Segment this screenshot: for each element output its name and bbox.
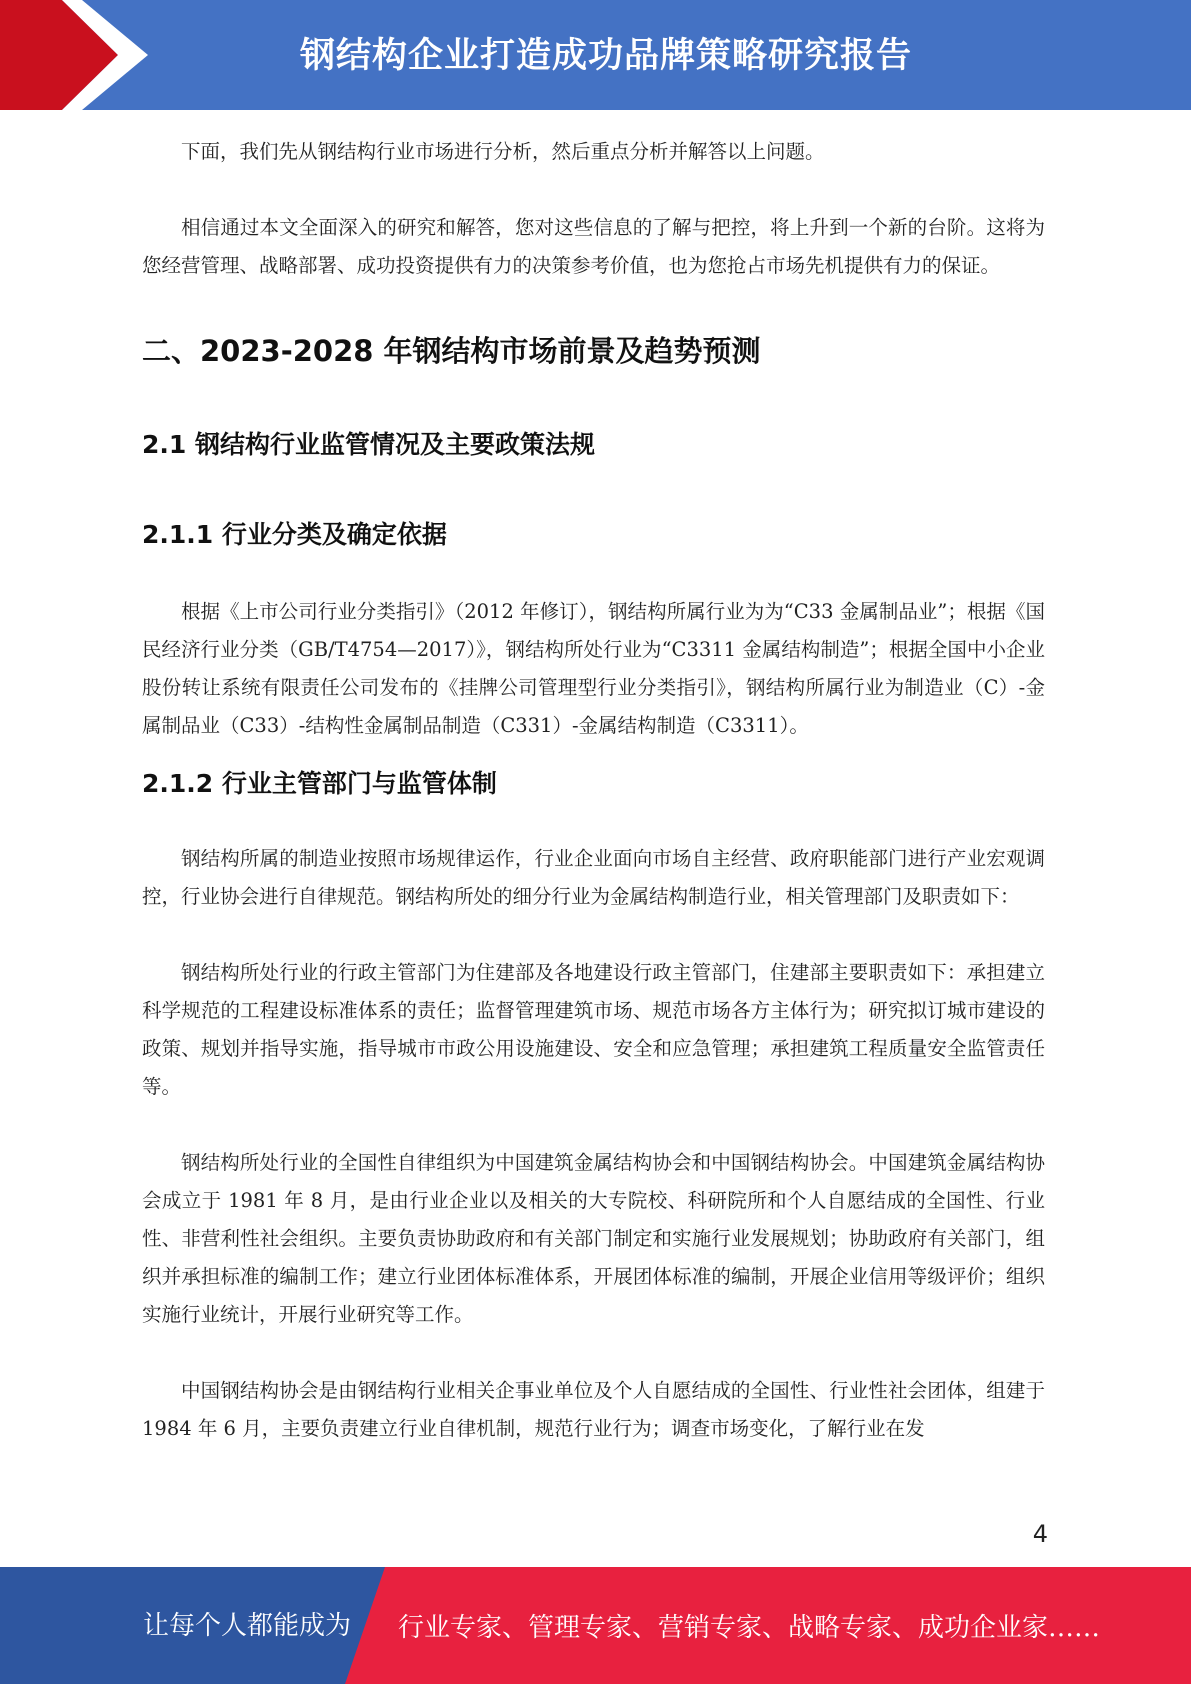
- document-body: [142, 133, 1045, 1448]
- section-title: 二、2023-2028 年钢结构市场前景及趋势预测: [142, 334, 761, 368]
- page-number: 4: [1032, 1520, 1048, 1548]
- regulation-paragraph-2: 钢结构所处行业的行政主管部门为住建部及各地建设行政主管部门，住建部主要职责如下：承担建立科学规范的工程建设标准体系的责任；监督管理建筑市场、规范市场各方主体行为；研究拟订城市建设的政策、规划并指导实施，指导城市市政公用设施建设、安全和应急管理；承担建筑工程质量安全监管责任等。: [142, 961, 1045, 1098]
- footer-slogan-right: 行业专家、管理专家、营销专家、战略专家、成功企业家……: [398, 1613, 1101, 1643]
- subsubsection-title-2-1-1: 2.1.1 行业分类及确定依据: [142, 520, 447, 549]
- header-title: 钢结构企业打造成功品牌策略研究报告: [300, 36, 913, 76]
- page-header: [0, 0, 1191, 110]
- footer-slogan-left: 让每个人都能成为: [143, 1611, 352, 1641]
- subsubsection-title-2-1-2: 2.1.2 行业主管部门与监管体制: [142, 769, 497, 798]
- page-footer: [0, 1567, 1191, 1684]
- regulation-paragraph-3: 钢结构所处行业的全国性自律组织为中国建筑金属结构协会和中国钢结构协会。中国建筑金属结构协会成立于 1981 年 8 月，是由行业企业以及相关的大专院校、科研院所和个人自愿结成的全国性、行业性、非营利性社会组织。主要负责协助政府和有关部门制定和实施行业发展规划；协助政府有关部门，组织并承担标准的编制工作；建立行业团体标准体系，开展团体标准的编制，开展企业信用等级评价；组织实施行业统计，开展行业研究等工作。: [142, 1151, 1045, 1326]
- classification-paragraph: 根据《上市公司行业分类指引》（2012 年修订），钢结构所属行业为为“C33 金属制品业”；根据《国民经济行业分类（GB/T4754—2017）》，钢结构所处行业为“C3311 金属结构制造”；根据全国中小企业股份转让系统有限责任公司发布的《挂牌公司管理型行业分类指引》，钢结构所属行业为制造业（C）-金属制品业（C33）-结构性金属制品制造（C331）-金属结构制造（C3311）。: [142, 600, 1045, 737]
- regulation-paragraph-4: 中国钢结构协会是由钢结构行业相关企事业单位及个人自愿结成的全国性、行业性社会团体，组建于 1984 年 6 月，主要负责建立行业自律机制，规范行业行为；调查市场变化，了解行业在发: [142, 1379, 1045, 1440]
- subsection-title: 2.1 钢结构行业监管情况及主要政策法规: [142, 430, 595, 459]
- intro-paragraph-1: 下面，我们先从钢结构行业市场进行分析，然后重点分析并解答以上问题。: [181, 140, 825, 163]
- regulation-paragraph-1: 钢结构所属的制造业按照市场规律运作，行业企业面向市场自主经营、政府职能部门进行产业宏观调控，行业协会进行自律规范。钢结构所处的细分行业为金属结构制造行业，相关管理部门及职责如下：: [142, 847, 1045, 908]
- intro-paragraph-2: 相信通过本文全面深入的研究和解答，您对这些信息的了解与把控，将上升到一个新的台阶。这将为您经营管理、战略部署、成功投资提供有力的决策参考价值，也为您抢占市场先机提供有力的保证。: [142, 216, 1045, 277]
